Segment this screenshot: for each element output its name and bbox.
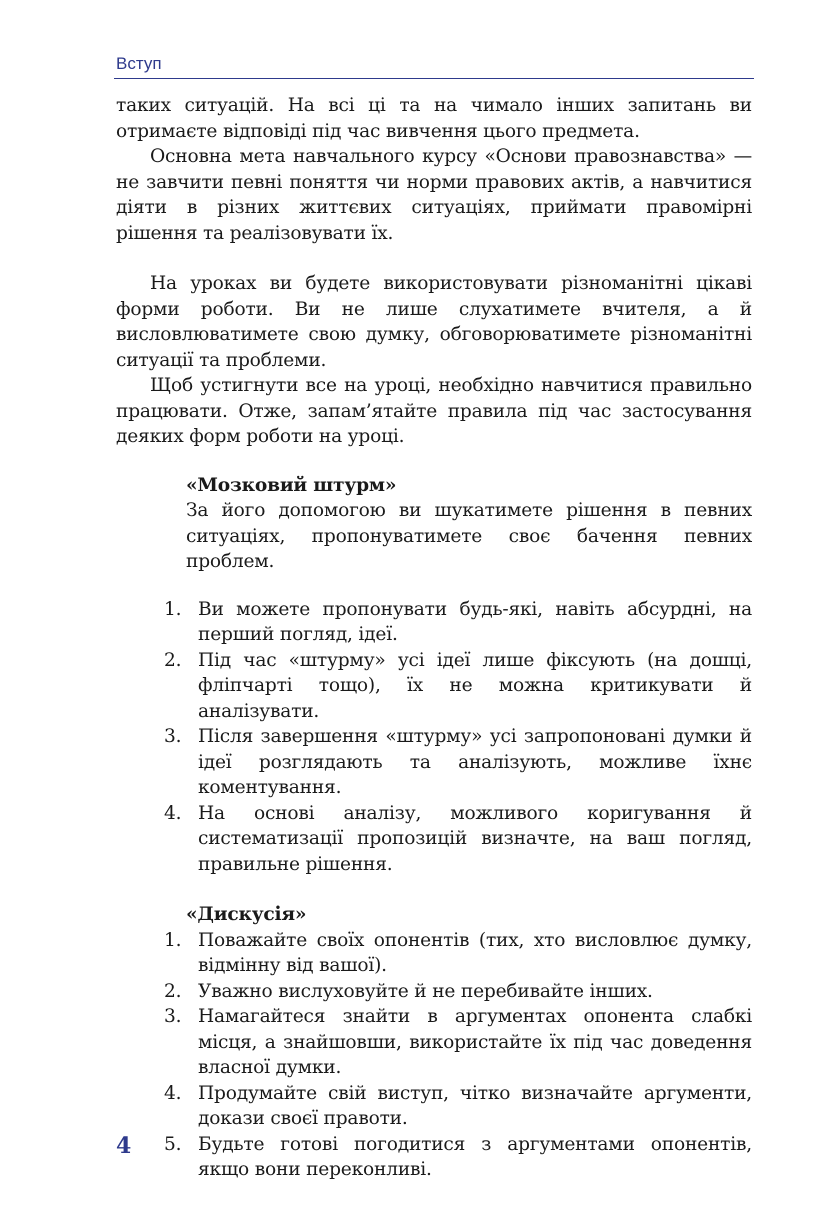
list-item: 3. Після завершення «штурму» усі запропоновані думки й ідеї розглядають та аналізують, можливе їхнє коментування. bbox=[164, 726, 752, 798]
section-header: Вступ bbox=[116, 54, 162, 73]
list-item: 1. Ви можете пропонувати будь-які, навіть абсурдні, на перший погляд, ідеї. bbox=[164, 598, 752, 645]
intro-paragraph-3: На уроках ви будете використовувати різноманітні цікаві форми роботи. Ви не лише слухатимете вчителя, а й висловлюватимете свою думку, обговорюватимете різноманітні ситуації та проблеми. bbox=[116, 273, 752, 371]
brainstorm-description: За його допомогою ви шукатимете рішення в певних ситуаціях, пропонуватимете своє бачення певних проблем. bbox=[186, 500, 752, 572]
page-number: 4 bbox=[116, 1133, 132, 1159]
discussion-title: «Дискусія» bbox=[186, 904, 307, 925]
list-item: 4. На основі аналізу, можливого коригування й систематизації пропозицій визначте, на ваш погляд, правильне рішення. bbox=[164, 802, 752, 875]
discussion-section bbox=[186, 902, 752, 928]
header-divider bbox=[114, 78, 754, 79]
list-item: 5. Будьте готові погодитися з аргументами опонентів, якщо вони переконливі. bbox=[164, 1133, 752, 1180]
brainstorm-rules-list bbox=[164, 597, 752, 878]
list-item: 1. Поважайте своїх опонентів (тих, хто висловлює думку, відмінну від вашої). bbox=[164, 929, 752, 976]
list-item: 2. Під час «штурму» усі ідеї лише фіксують (на дошці, фліпчарті тощо), їх не можна критикувати й аналізувати. bbox=[164, 649, 752, 722]
brainstorm-title: «Мозковий штурм» bbox=[186, 474, 397, 496]
intro-paragraph-4: Щоб устигнути все на уроці, необхідно навчитися правильно працювати. Отже, запам’ятайте правила під час застосування деяких форм роботи на уроці. bbox=[116, 375, 752, 447]
brainstorm-section bbox=[186, 473, 752, 575]
page-content bbox=[116, 93, 752, 1183]
intro-paragraph-2: Основна мета навчального курсу «Основи правознавства» — не завчити певні поняття чи норми правових актів, а навчитися діяти в різних життєвих ситуаціях, приймати правомірні рішення та реалізовувати їх. bbox=[116, 146, 752, 244]
list-item: 2. Уважно вислуховуйте й не перебивайте інших. bbox=[164, 980, 653, 1002]
list-item: 3. Намагайтеся знайти в аргументах опонента слабкі місця, а знайшовши, використайте їх під час доведення власної думки. bbox=[164, 1006, 752, 1078]
list-item: 4. Продумайте свій виступ, чітко визначайте аргументи, докази своєї правоти. bbox=[164, 1082, 752, 1129]
discussion-rules-list bbox=[164, 928, 752, 1183]
intro-paragraph-1: таких ситуацій. На всі ці та на чимало інших запитань ви отримаєте відповіді під час вивчення цього предмета. bbox=[116, 95, 752, 142]
